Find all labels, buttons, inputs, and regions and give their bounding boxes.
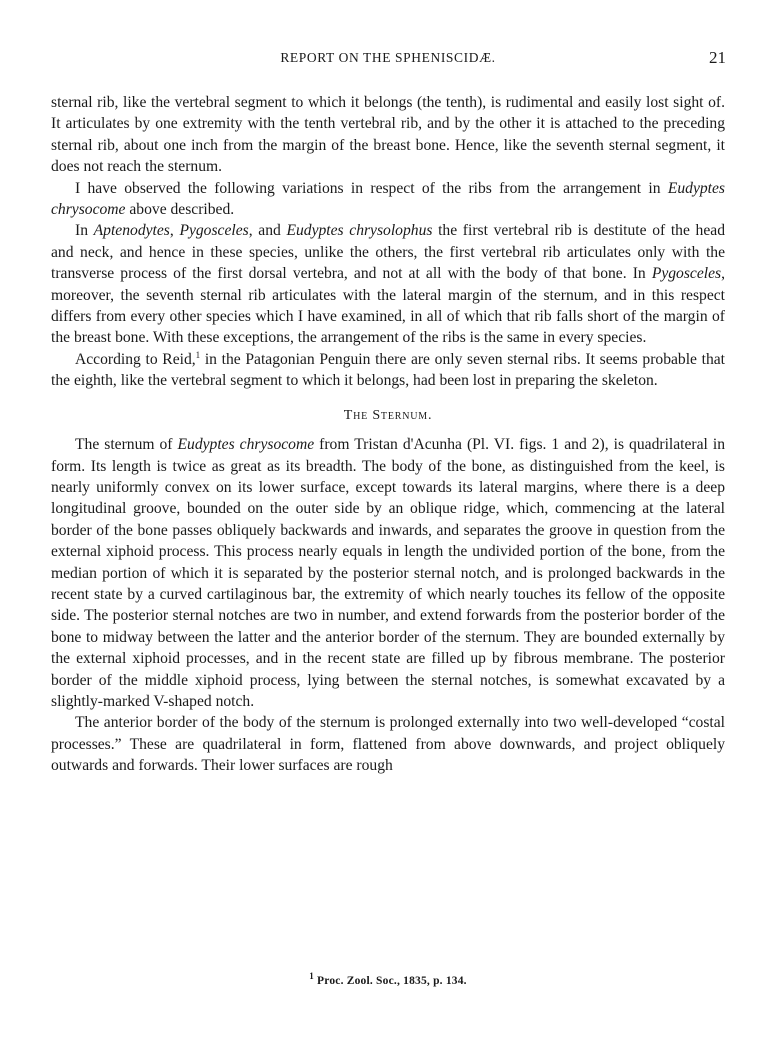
page-number: 21	[709, 48, 726, 67]
paragraph: sternal rib, like the vertebral segment to which it belongs (the tenth), is rudimental and easily lost sight of. It articulates by one extremity with the tenth vertebral rib, and by the other it is attached to the preceding sternal rib, about one inch from the margin of the breast bone. Hence, like the seventh sternal segment, it does not reach the sternum.	[51, 94, 725, 176]
footnote-reference: 1	[195, 349, 201, 360]
section-heading: The Sternum.	[343, 407, 433, 423]
page-header	[50, 50, 726, 72]
footnote-marker: 1	[309, 971, 314, 982]
paragraph: According to Reid,$^1$ in the Patagonian Penguin there are only seven sternal ribs. It seems probable that the eighth, like the vertebral segment to which it belongs, had been lost in preparing the skeleton.	[51, 349, 726, 390]
italic-text: Eudyptes chrysocome	[51, 179, 725, 219]
italic-text: Eudyptes chrysocome	[177, 436, 315, 454]
body-text	[51, 92, 725, 777]
italic-text: Pygosceles	[651, 265, 722, 283]
paragraph: The sternum of Eudyptes chrysocome from Tristan d'Acunha (Pl. VI. figs. 1 and 2), is quadrilateral in form. Its length is twice as great as its breadth. The body of the bone, as distinguished from the keel, is nearly uniformly convex on its lower surface, except towards its lateral margins, where there is a deep longitudinal groove, bounded on the outer side by an oblique ridge, which, commencing at the lateral border of the bone passes obliquely backwards and inwards, and separates the groove in question from the external xiphoid process. This process nearly equals in length the undivided portion of the bone, from the median portion of which it is separated by the posterior sternal notch, and is prolonged backwards in the recent state by a curved cartilaginous bar, the extremity of which nearly touches its fellow of the opposite side. The posterior sternal notches are two in number, and extend forwards from the posterior border of the bone to midway between the latter and the anterior border of the sternum. They are bounded externally by the external xiphoid processes, and in the recent state are filled up by fibrous membrane. The posterior border of the middle xiphoid process, lying between the sternal notches, is somewhat excavated by a slightly-marked V-shaped notch.	[51, 436, 725, 710]
italic-text: Pygosceles	[179, 222, 249, 240]
italic-text: Aptenodytes	[93, 222, 170, 240]
paragraph: In Aptenodytes, Pygosceles, and Eudyptes chrysolophus the first vertebral rib is destitute of the head and neck, and hence in these species, unlike the others, the first vertebral rib articulates only with the transverse process of the first dorsal vertebra, and not at all with the body of that bone. In Pygosceles, moreover, the seventh sternal rib articulates with the lateral margin of the sternum, and in this respect differs from every other species which I have examined, in all of which that rib falls short of the margin of the breast bone. With these exceptions, the arrangement of the ribs is the same in every species.	[51, 222, 725, 347]
footnote-text: Proc. Zool. Soc., 1835, p. 134.	[317, 975, 467, 987]
italic-text: Eudyptes chrysolophus	[286, 222, 433, 240]
paragraph: The anterior border of the body of the sternum is prolonged externally into two well-developed “costal processes.” These are quadrilateral in form, flattened from above downwards, and project obliquely outwards and forwards. Their lower surfaces are rough	[51, 714, 725, 775]
paragraph: I have observed the following variations in respect of the ribs from the arrangement in Eudyptes chrysocome above described.	[51, 179, 725, 219]
footnote	[0, 971, 776, 987]
running-head: REPORT ON THE SPHENISCIDÆ.	[280, 50, 496, 65]
